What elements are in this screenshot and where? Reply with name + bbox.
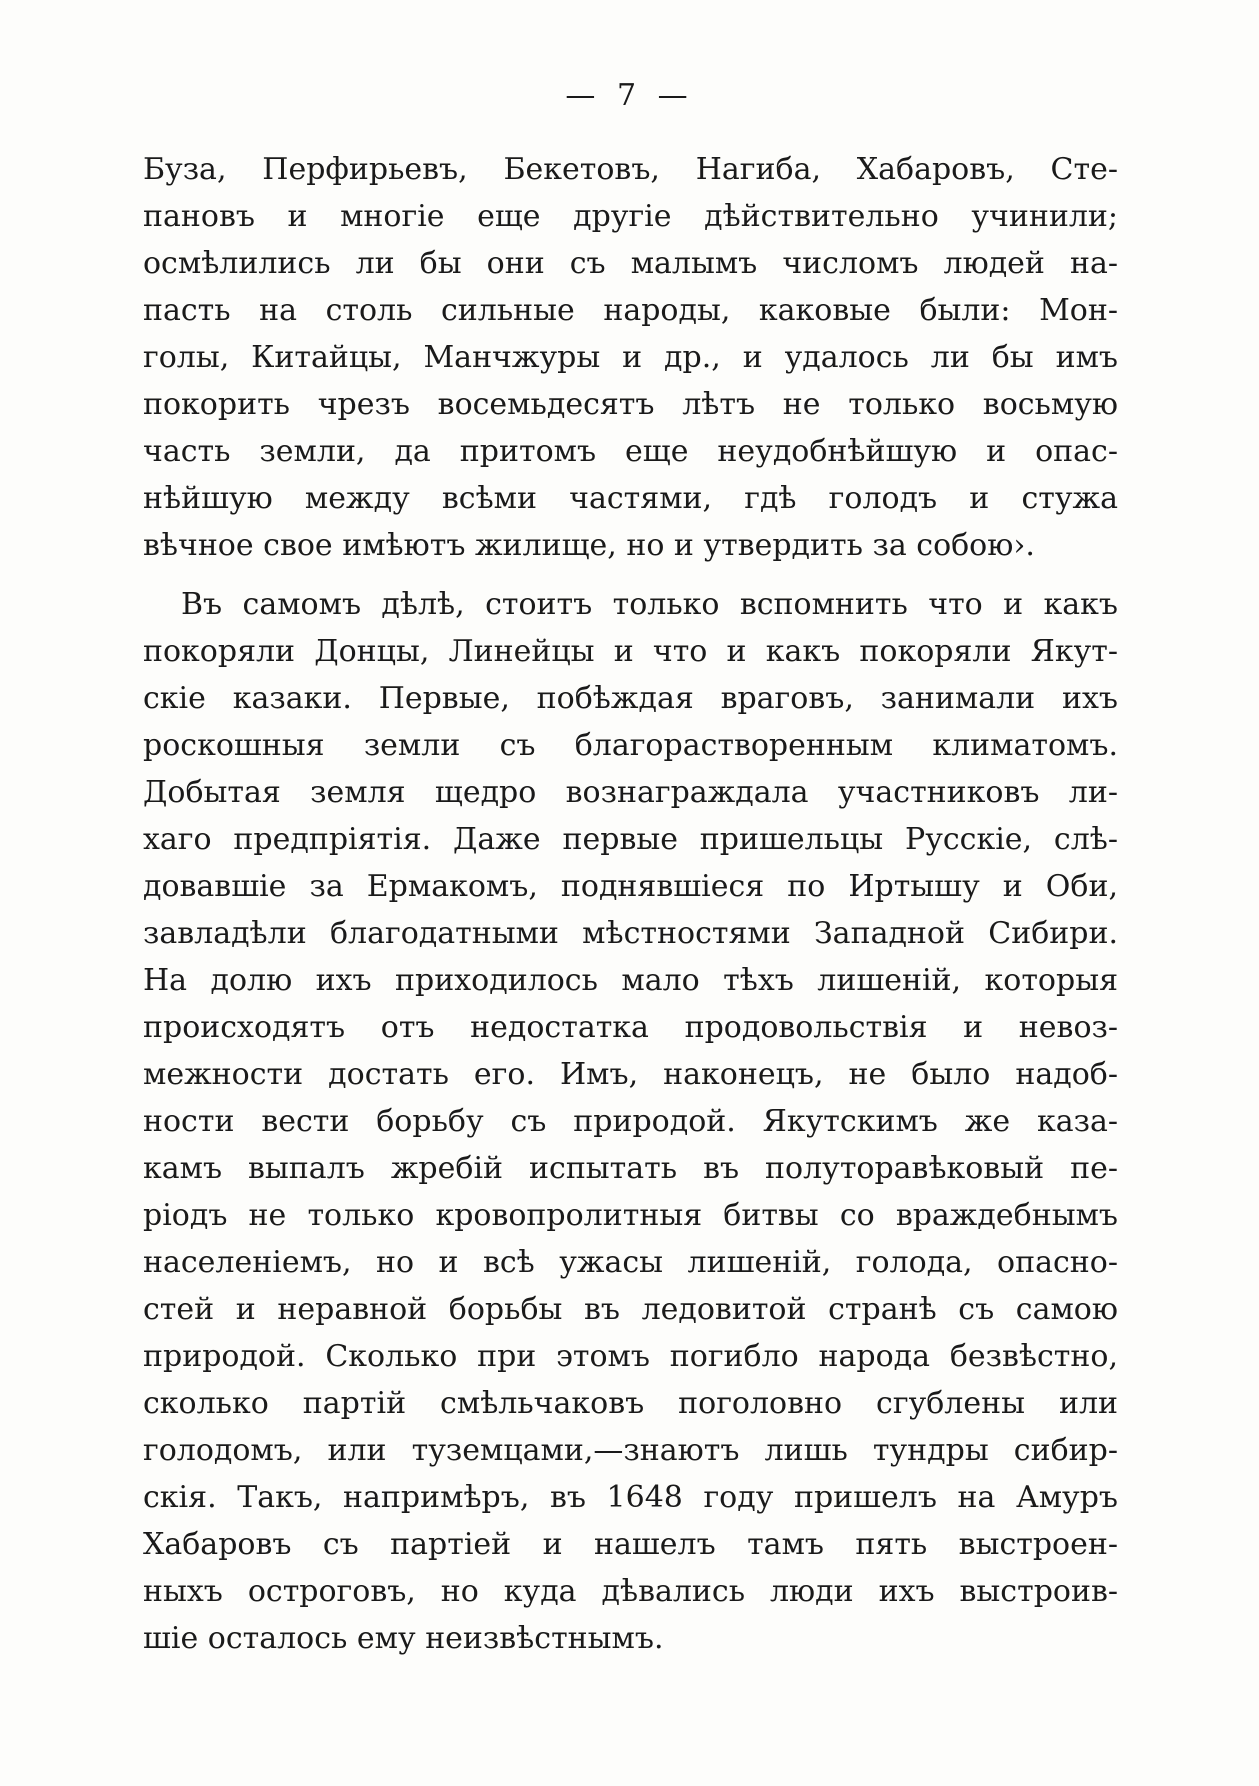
paragraph-gap bbox=[143, 569, 1118, 581]
text-line: покоряли Донцы, Линейцы и что и какъ покоряли Якут- bbox=[143, 634, 1118, 669]
text-line: Буза, Перфирьевъ, Бекетовъ, Нагиба, Хабаровъ, Сте- bbox=[143, 152, 1118, 187]
text-line: камъ выпалъ жребій испытать въ полуторавѣковый пе- bbox=[143, 1151, 1118, 1186]
text-line: пасть на столь сильные народы, каковые были: Мон- bbox=[143, 293, 1118, 328]
text-line: населеніемъ, но и всѣ ужасы лишеній, голода, опасно- bbox=[143, 1245, 1118, 1280]
paragraph-1 bbox=[143, 146, 1118, 569]
page-number: — 7 — bbox=[565, 78, 694, 113]
paragraph-2 bbox=[143, 581, 1118, 1662]
text-line: Добытая земля щедро вознаграждала участниковъ ли- bbox=[143, 775, 1118, 810]
text-line: осмѣлились ли бы они съ малымъ числомъ людей на- bbox=[143, 246, 1118, 281]
text-line: хаго предпріятія. Даже первые пришельцы Русскіе, слѣ- bbox=[143, 822, 1118, 857]
text-line: скія. Такъ, напримѣръ, въ 1648 году пришелъ на Амуръ bbox=[143, 1480, 1118, 1515]
text-line: довавшіе за Ермакомъ, поднявшіеся по Иртышу и Оби, bbox=[143, 869, 1118, 904]
text-line: природой. Сколько при этомъ погибло народа безвѣстно, bbox=[143, 1339, 1118, 1374]
text-line: происходятъ отъ недостатка продовольствія и невоз- bbox=[143, 1010, 1118, 1045]
text-line: завладѣли благодатными мѣстностями Западной Сибири. bbox=[143, 916, 1118, 951]
text-line: скіе казаки. Первые, побѣждая враговъ, занимали ихъ bbox=[143, 681, 1118, 716]
text-line: голодомъ, или туземцами,—знаютъ лишь тундры сибир- bbox=[143, 1433, 1118, 1468]
text-line: ности вести борьбу съ природой. Якутскимъ же каза- bbox=[143, 1104, 1118, 1139]
text-line: пановъ и многіе еще другіе дѣйствительно учинили; bbox=[143, 199, 1118, 234]
text-line: На долю ихъ приходилось мало тѣхъ лишеній, которыя bbox=[143, 963, 1118, 998]
text-line: межности достать его. Имъ, наконецъ, не было надоб- bbox=[143, 1057, 1118, 1092]
text-line: ріодъ не только кровопролитныя битвы со враждебнымъ bbox=[143, 1198, 1118, 1233]
text-line: роскошныя земли съ благорастворенным климатомъ. bbox=[143, 728, 1118, 763]
text-line: покорить чрезъ восемьдесятъ лѣтъ не только восьмую bbox=[143, 387, 1118, 422]
text-line: вѣчное свое имѣютъ жилище, но и утвердить за собою›. bbox=[143, 528, 1035, 563]
text-line: шіе осталось ему неизвѣстнымъ. bbox=[143, 1621, 664, 1656]
text-line: Въ самомъ дѣлѣ, стоитъ только вспомнить что и какъ bbox=[181, 587, 1118, 622]
text-line: часть земли, да притомъ еще неудобнѣйшую и опас- bbox=[143, 434, 1118, 469]
text-line: ныхъ остроговъ, но куда дѣвались люди ихъ выстроив- bbox=[143, 1574, 1118, 1609]
text-line: сколько партій смѣльчаковъ поголовно сгублены или bbox=[143, 1386, 1118, 1421]
text-line: голы, Китайцы, Манчжуры и др., и удалось ли бы имъ bbox=[143, 340, 1118, 375]
text-line: нѣйшую между всѣми частями, гдѣ голодъ и стужа bbox=[143, 481, 1118, 516]
body-text bbox=[143, 146, 1118, 1662]
text-line: Хабаровъ съ партіей и нашелъ тамъ пять выстроен- bbox=[143, 1527, 1118, 1562]
text-line: стей и неравной борьбы въ ледовитой странѣ съ самою bbox=[143, 1292, 1118, 1327]
